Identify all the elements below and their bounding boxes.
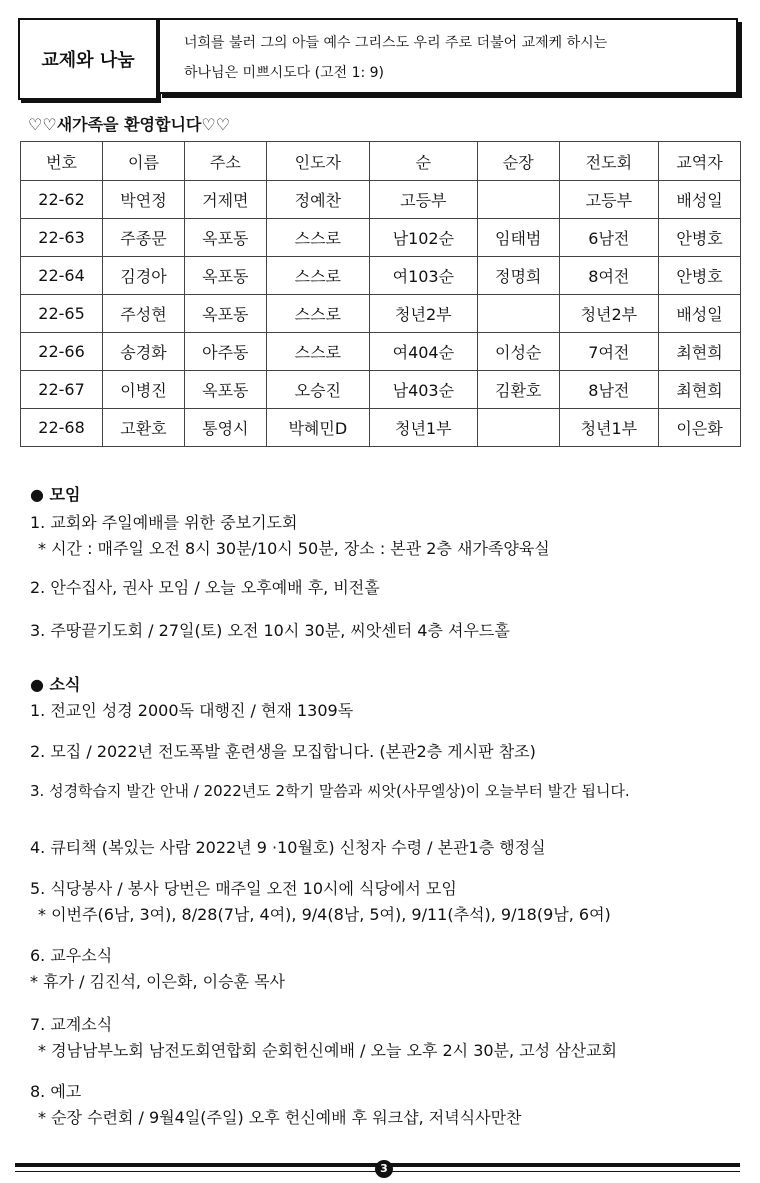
table-cell: 청년1부: [369, 409, 477, 447]
table-cell: 옥포동: [184, 257, 266, 295]
table-cell: 배성일: [659, 295, 741, 333]
verse-line-2: 하나님은 미쁘시도다 (고전 1: 9): [184, 65, 385, 81]
table-cell: 김경아: [103, 257, 185, 295]
table-row: [21, 219, 741, 257]
meetings-item-1: 1. 교회와 주일예배를 위한 중보기도회: [30, 513, 298, 532]
meetings-item-3: 3. 주땅끝기도회 / 27일(토) 오전 10시 30분, 씨앗센터 4층 셔우드홀: [30, 621, 510, 640]
table-cell: 송경화: [103, 333, 185, 371]
news-item-4: 4. 큐티책 (복있는 사람 2022년 9 ·10월호) 신청자 수령 / 본관1층 행정실: [30, 838, 546, 857]
news-item-5-detail: * 이번주(6남, 3여), 8/28(7남, 4여), 9/4(8남, 5여), 9/11(추석), 9/18(9남, 6여): [38, 905, 611, 924]
table-cell: 최현희: [659, 333, 741, 371]
table-cell: 남102순: [369, 219, 477, 257]
table-cell: 최현희: [659, 371, 741, 409]
table-cell: 옥포동: [184, 219, 266, 257]
table-cell: 22-65: [21, 295, 103, 333]
section-title-box: [18, 18, 158, 100]
table-row: [21, 295, 741, 333]
news-item-7: 7. 교계소식: [30, 1015, 113, 1034]
table-cell: 스스로: [266, 333, 369, 371]
table-cell: 22-62: [21, 181, 103, 219]
header-cell: 주소: [184, 142, 266, 181]
table-cell: 배성일: [659, 181, 741, 219]
table-cell: 김환호: [477, 371, 559, 409]
table-cell: 남403순: [369, 371, 477, 409]
table-cell: 아주동: [184, 333, 266, 371]
news-item-6-detail: * 휴가 / 김진석, 이은화, 이승훈 목사: [30, 972, 286, 991]
table-header-row: [21, 142, 741, 181]
table-cell: 임태범: [477, 219, 559, 257]
table-cell: 스스로: [266, 257, 369, 295]
news-item-2: 2. 모집 / 2022년 전도폭발 훈련생을 모집합니다. (본관2층 게시판 참조): [30, 742, 536, 761]
table-cell: 정명희: [477, 257, 559, 295]
table-cell: 7여전: [559, 333, 658, 371]
news-item-6: 6. 교우소식: [30, 946, 113, 965]
table-cell: 고등부: [559, 181, 658, 219]
news-item-5: 5. 식당봉사 / 봉사 당번은 매주일 오전 10시에 식당에서 모임: [30, 879, 457, 898]
table-cell: 오승진: [266, 371, 369, 409]
table-cell: 박혜민D: [266, 409, 369, 447]
table-cell: 6남전: [559, 219, 658, 257]
table-cell: 주종문: [103, 219, 185, 257]
table-row: [21, 409, 741, 447]
header-cell: 순: [369, 142, 477, 181]
news-item-1: 1. 전교인 성경 2000독 대행진 / 현재 1309독: [30, 701, 354, 720]
news-item-7-detail: * 경남남부노회 남전도회연합회 순회헌신예배 / 오늘 오후 2시 30분, 고성 삼산교회: [38, 1041, 618, 1060]
table-cell: 정예찬: [266, 181, 369, 219]
header-cell: 순장: [477, 142, 559, 181]
meetings-item-2: 2. 안수집사, 권사 모임 / 오늘 오후예배 후, 비전홀: [30, 578, 380, 597]
table-row: [21, 257, 741, 295]
header-cell: 교역자: [659, 142, 741, 181]
table-cell: 옥포동: [184, 371, 266, 409]
table-row: [21, 333, 741, 371]
table-cell: 스스로: [266, 219, 369, 257]
table-cell: 스스로: [266, 295, 369, 333]
table-cell: 이병진: [103, 371, 185, 409]
table-cell: 22-67: [21, 371, 103, 409]
table-cell: 8남전: [559, 371, 658, 409]
meetings-item-1-detail: * 시간 : 매주일 오전 8시 30분/10시 50분, 장소 : 본관 2층 새가족양육실: [38, 539, 550, 558]
table-cell: 청년1부: [559, 409, 658, 447]
table-cell: 옥포동: [184, 295, 266, 333]
table-cell: 거제면: [184, 181, 266, 219]
header-cell: 이름: [103, 142, 185, 181]
news-title: ● 소식: [30, 675, 81, 694]
table-cell: 22-66: [21, 333, 103, 371]
verse-box: [158, 18, 738, 94]
welcome-title: ♡♡새가족을 환영합니다♡♡: [28, 115, 231, 134]
table-cell: 22-68: [21, 409, 103, 447]
table-cell: 여404순: [369, 333, 477, 371]
news-item-8: 8. 예고: [30, 1082, 82, 1101]
table-cell: 고환호: [103, 409, 185, 447]
table-cell: 여103순: [369, 257, 477, 295]
header-cell: 전도회: [559, 142, 658, 181]
table-cell: 고등부: [369, 181, 477, 219]
page-number-badge: 3: [375, 1160, 393, 1178]
news-item-3: 3. 성경학습지 발간 안내 / 2022년도 2학기 말씀과 씨앗(사무엘상)이 오늘부터 발간 됩니다.: [30, 782, 630, 800]
table-cell: 통영시: [184, 409, 266, 447]
header-cell: 인도자: [266, 142, 369, 181]
new-family-table: [20, 141, 741, 447]
table-cell: 박연정: [103, 181, 185, 219]
meetings-title: ● 모임: [30, 485, 81, 504]
table-cell: 안병호: [659, 257, 741, 295]
table-cell: 주성현: [103, 295, 185, 333]
section-title: 교제와 나눔: [41, 50, 135, 71]
table-cell: 22-63: [21, 219, 103, 257]
table-cell: 청년2부: [559, 295, 658, 333]
table-cell: [477, 295, 559, 333]
table-cell: 청년2부: [369, 295, 477, 333]
verse-line-1: 너희를 불러 그의 아들 예수 그리스도 우리 주로 더불어 교제케 하시는: [184, 35, 608, 51]
table-cell: 이성순: [477, 333, 559, 371]
news-item-8-detail: * 순장 수련회 / 9월4일(주일) 오후 헌신예배 후 워크샵, 저녁식사만찬: [38, 1108, 522, 1127]
table-cell: 8여전: [559, 257, 658, 295]
table-cell: [477, 181, 559, 219]
table-row: [21, 181, 741, 219]
table-cell: 안병호: [659, 219, 741, 257]
table-row: [21, 371, 741, 409]
table-cell: [477, 409, 559, 447]
table-cell: 22-64: [21, 257, 103, 295]
header-cell: 번호: [21, 142, 103, 181]
table-cell: 이은화: [659, 409, 741, 447]
